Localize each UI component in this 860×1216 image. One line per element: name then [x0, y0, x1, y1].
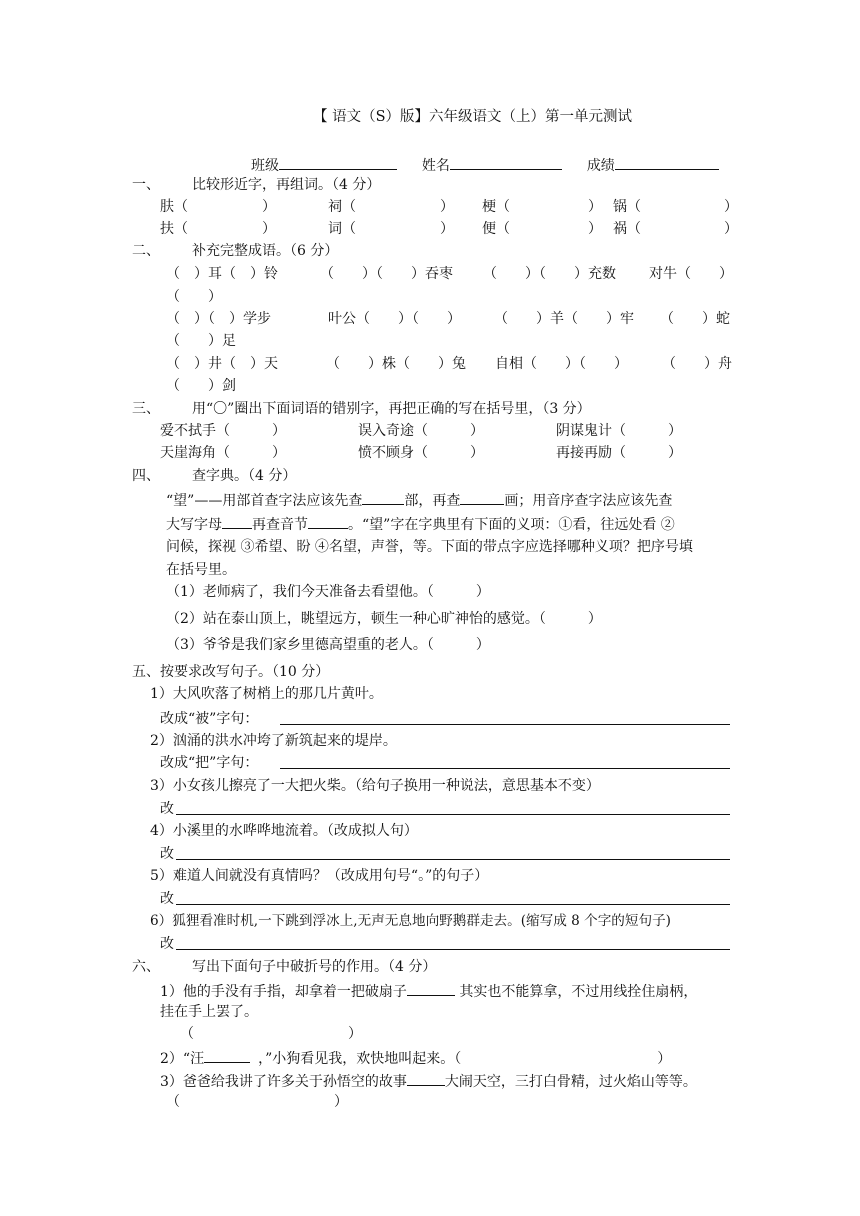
section-2-number: 二、: [132, 243, 160, 259]
syllable-blank[interactable]: [308, 514, 348, 529]
dict-para-line-1: [166, 490, 672, 510]
section-4-number: 四、: [132, 468, 160, 484]
dash-q3-text-b: 大闹天空，三打白骨精，过火焰山等等。: [444, 1074, 697, 1090]
section-3-number: 三、: [132, 401, 160, 417]
idiom-1: （ ）耳（ ）铃: [166, 266, 278, 282]
rewrite-a1-label: 改成“被”字句：: [160, 711, 259, 727]
rewrite-a5-label: 改: [160, 891, 174, 907]
dash-q1-text-b: 其实也不能算拿，不过用线拴住扇柄，: [459, 984, 698, 1000]
dash-blank-1[interactable]: [407, 981, 455, 996]
typo-word-3: 阴谋鬼计（ ）: [556, 423, 682, 439]
s1-row2-item4-open: 祸（: [613, 221, 641, 237]
class-blank[interactable]: [279, 155, 397, 170]
rewrite-a4-label: 改: [160, 846, 174, 862]
section-6-title: 写出下面句子中破折号的作用。（4 分）: [192, 959, 437, 975]
idiom-11: 自相（ ）（ ）: [495, 356, 628, 372]
s1-row1-item4-open: 锅（: [613, 199, 641, 215]
dash-blank-3[interactable]: [407, 1071, 445, 1086]
rewrite-q4: 4）小溪里的水哗哗地流着。（改成拟人句）: [150, 823, 418, 839]
dash-q2: [160, 1048, 671, 1068]
typo-word-6: 再接再励（ ）: [556, 445, 682, 461]
dash-q2-text-a: 2）“汪: [160, 1051, 205, 1067]
idiom-5: （ ）（ ）学步: [166, 311, 271, 327]
answer-line-5[interactable]: [176, 904, 730, 905]
s1-row1-item3-open: 梗（: [482, 199, 510, 215]
name-label: 姓名: [421, 158, 450, 174]
dict-text: 大写字母: [166, 517, 222, 533]
dash-q1-line-1: [160, 981, 697, 1001]
s1-row1-item1-close: ）: [262, 199, 276, 215]
dash-q3-text-a: 3）爸爸给我讲了许多关于孙悟空的故事: [160, 1074, 407, 1090]
answer-line-3[interactable]: [176, 814, 730, 815]
idiom-10: （ ）株（ ）兔: [326, 356, 466, 372]
typo-word-4: 天崖海角（ ）: [160, 445, 286, 461]
s1-row2-item1-close: ）: [262, 221, 276, 237]
name-blank[interactable]: [450, 155, 562, 170]
section-4-title: 查字典。（4 分）: [192, 468, 297, 484]
typo-word-5: 愤不顾身（ ）: [358, 445, 484, 461]
dict-question-3: （3）爷爷是我们家乡里德高望重的老人。（ ）: [166, 637, 490, 653]
score-label: 成绩: [586, 158, 615, 174]
header-fields: [251, 155, 719, 175]
dict-para-line-4: 在括号里。: [166, 562, 236, 578]
rewrite-q1: 1）大风吹落了树梢上的那几片黄叶。: [150, 686, 383, 702]
answer-line-1[interactable]: [280, 724, 730, 725]
idiom-9: （ ）井（ ）天: [166, 356, 278, 372]
s1-row2-item1-open: 扶（: [160, 221, 188, 237]
rewrite-q5: 5）难道人间就没有真情吗？（改成用句号“。”的句子）: [150, 868, 489, 884]
section-6-number: 六、: [132, 959, 160, 975]
dash-blank-2[interactable]: [204, 1048, 250, 1063]
s1-row1-item2-open: 祠（: [328, 199, 356, 215]
dict-text: 。“望”字在字典里有下面的义项：①看，往远处看 ②: [348, 517, 675, 533]
idiom-12: （ ）舟: [662, 356, 732, 372]
section-5-title: 五、按要求改写句子。（10 分）: [132, 664, 330, 680]
section-2-title: 补充完整成语。（6 分）: [192, 243, 339, 259]
section-1-number: 一、: [132, 177, 160, 193]
s1-row1-item3-close: ）: [588, 199, 602, 215]
dict-para-line-3: 问候，探视 ③希望、盼 ④名望，声誉，等。下面的带点字应选择哪种义项？把序号填: [166, 539, 693, 555]
s1-row2-item3-open: 便（: [482, 221, 510, 237]
dict-para-line-2: [166, 514, 675, 534]
idiom-12-cont: （ ）剑: [166, 378, 236, 394]
rewrite-a2-label: 改成“把”字句：: [160, 755, 259, 771]
s1-row2-item4-close: ）: [724, 221, 738, 237]
dash-q1-text-a: 1）他的手没有手指，却拿着一把破扇子: [160, 984, 407, 1000]
typo-word-1: 爱不拭手（ ）: [160, 423, 286, 439]
idiom-8: （ ）蛇: [660, 311, 730, 327]
answer-line-6[interactable]: [176, 949, 730, 950]
typo-word-2: 误入奇途（ ）: [358, 423, 484, 439]
section-3-title: 用“〇”圈出下面词语的错别字，再把正确的写在括号里，（3 分）: [192, 401, 591, 417]
idiom-2: （ ）（ ）吞枣: [320, 266, 453, 282]
s1-row1-item4-close: ）: [724, 199, 738, 215]
idiom-6: 叶公（ ）（ ）: [328, 311, 461, 327]
answer-line-4[interactable]: [176, 859, 730, 860]
s1-row2-item2-open: 词（: [328, 221, 356, 237]
rewrite-q6: 6）狐狸看准时机,一下跳到浮冰上,无声无息地向野鹅群走去。(缩写成 8 个字的短句子): [150, 913, 671, 929]
dict-text: “望”——用部首查字法应该先查: [166, 493, 363, 509]
idiom-4-cont: （ ）: [166, 289, 222, 305]
dash-q2-text-c: ）: [657, 1051, 672, 1067]
dash-q1-line-2: 挂在手上罢了。: [160, 1004, 258, 1020]
s1-row2-item3-close: ）: [588, 221, 602, 237]
s1-row2-item2-close: ）: [440, 221, 454, 237]
dash-q3-line-1: [160, 1071, 697, 1091]
idiom-8-cont: （ ）足: [166, 333, 236, 349]
s1-row1-item2-close: ）: [440, 199, 454, 215]
radical-blank[interactable]: [362, 490, 404, 505]
score-blank[interactable]: [615, 155, 719, 170]
dash-q2-text-b: ，”小狗看见我，欢快地叫起来。（: [258, 1051, 462, 1067]
dict-text: 部，再查: [404, 493, 461, 509]
dict-text: 画；用音序查字法应该先查: [504, 493, 673, 509]
idiom-4: 对牛（ ）: [649, 266, 733, 282]
s1-row1-item1-open: 肤（: [160, 199, 188, 215]
page-title: 【 语文（S）版】六年级语文（上）第一单元测试: [313, 109, 633, 125]
rewrite-q2: 2）汹涌的洪水冲垮了新筑起来的堤岸。: [150, 733, 397, 749]
rewrite-a6-label: 改: [160, 936, 174, 952]
class-label: 班级: [251, 158, 279, 174]
dict-text: 再查音节: [252, 517, 308, 533]
rewrite-q3: 3）小女孩儿擦亮了一大把火柴。（给句子换用一种说法，意思基本不变）: [150, 778, 600, 794]
dict-question-1: （1）老师病了，我们今天准备去看望他。（ ）: [166, 584, 490, 600]
letter-blank[interactable]: [222, 514, 252, 529]
idiom-3: （ ）（ ）充数: [483, 266, 616, 282]
rewrite-a3-label: 改: [160, 801, 174, 817]
dash-q3-answer: （ ）: [166, 1094, 348, 1110]
dict-question-2: （2）站在泰山顶上，眺望远方，顿生一种心旷神怡的感觉。（ ）: [166, 611, 602, 627]
idiom-7: （ ）羊（ ）牢: [494, 311, 634, 327]
section-1-title: 比较形近字，再组词。（4 分）: [192, 177, 381, 193]
answer-line-2[interactable]: [280, 768, 730, 769]
dash-q1-answer: （ ）: [180, 1026, 362, 1042]
stroke-blank[interactable]: [460, 490, 504, 505]
